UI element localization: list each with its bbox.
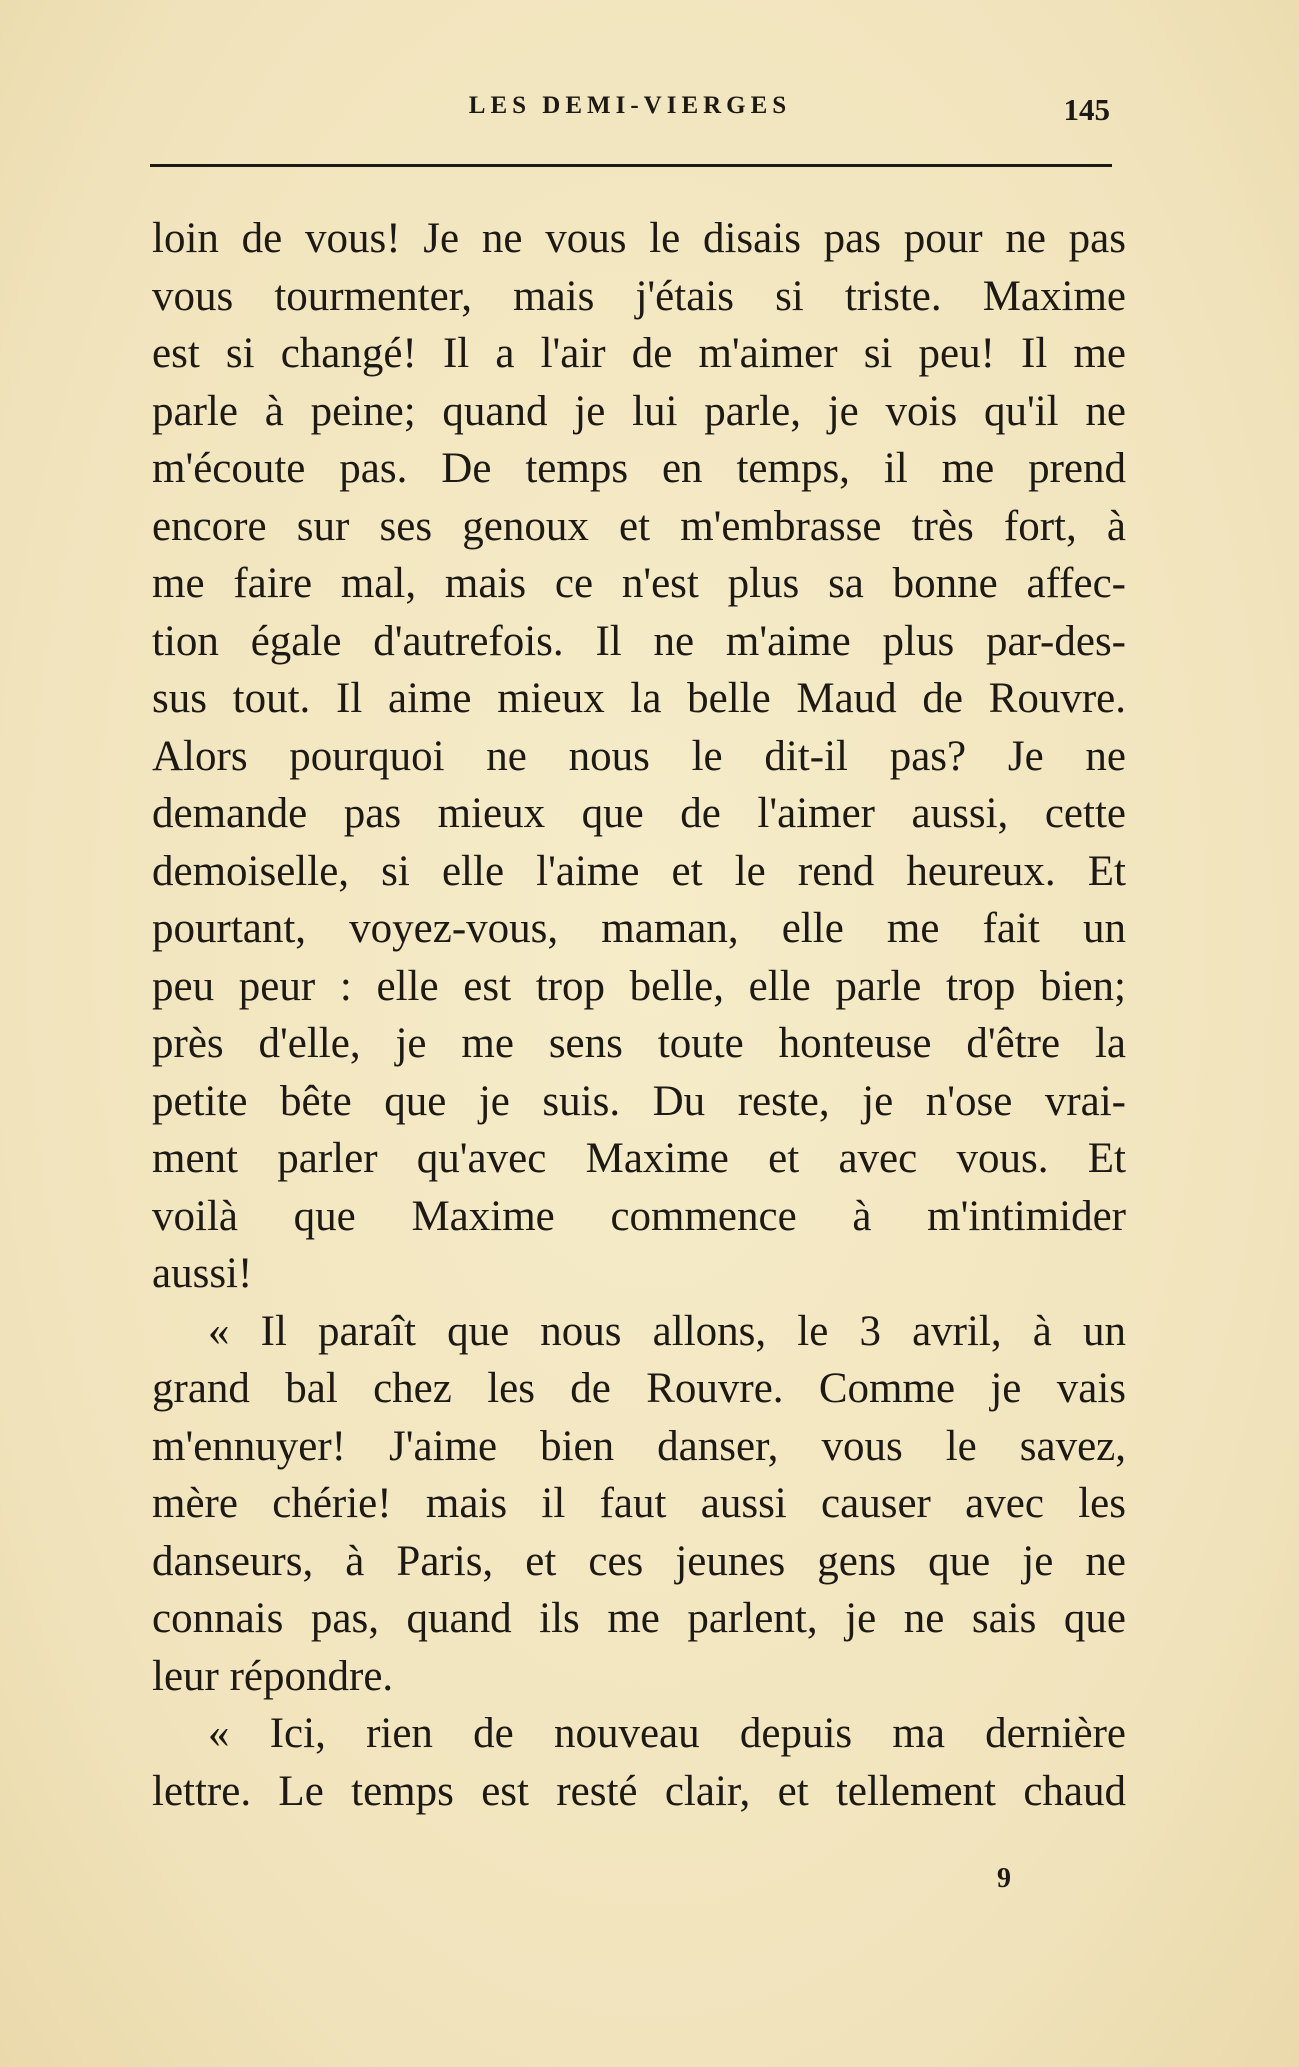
text-line: ment parler qu'avec Maxime et avec vous. Et	[152, 1135, 1126, 1182]
text-line: lettre. Le temps est resté clair, et tellement chaud	[152, 1767, 1126, 1815]
text-line: aussi!	[152, 1250, 253, 1297]
text-line: vous tourmenter, mais j'étais si triste. Maxime	[152, 272, 1126, 320]
page-header	[150, 92, 1110, 132]
text-line: demoiselle, si elle l'aime et le rend heureux. Et	[152, 847, 1126, 895]
text-line: danseurs, à Paris, et ces jeunes gens que je ne	[152, 1537, 1126, 1585]
text-line: sus tout. Il aime mieux la belle Maud de Rouvre.	[152, 675, 1126, 722]
page-number: 145	[1063, 92, 1110, 127]
text-line: loin de vous! Je ne vous le disais pas pour ne pas	[152, 215, 1126, 262]
running-title: LES DEMI-VIERGES	[468, 92, 792, 119]
text-line: « Il paraît que nous allons, le 3 avril, à un	[208, 1307, 1126, 1355]
text-line: demande pas mieux que de l'aimer aussi, cette	[152, 790, 1126, 837]
text-line: parle à peine; quand je lui parle, je vois qu'il ne	[152, 387, 1126, 435]
signature-mark: 9	[997, 1863, 1011, 1894]
text-line: mère chérie! mais il faut aussi causer avec les	[152, 1480, 1126, 1527]
text-line: m'ennuyer! J'aime bien danser, vous le savez,	[152, 1422, 1126, 1470]
text-line: encore sur ses genoux et m'embrasse très fort, à	[152, 502, 1126, 550]
body-text	[152, 210, 1126, 1820]
header-rule	[150, 164, 1112, 167]
text-line: grand bal chez les de Rouvre. Comme je vais	[152, 1365, 1126, 1412]
text-line: Alors pourquoi ne nous le dit-il pas? Je ne	[152, 732, 1126, 780]
text-line: tion égale d'autrefois. Il ne m'aime plus par-des-	[152, 617, 1126, 665]
text-line: connais pas, quand ils me parlent, je ne sais que	[152, 1595, 1126, 1642]
text-line: me faire mal, mais ce n'est plus sa bonne affec-	[152, 560, 1126, 607]
text-line: près d'elle, je me sens toute honteuse d'être la	[152, 1020, 1126, 1067]
text-line: est si changé! Il a l'air de m'aimer si peu! Il me	[152, 330, 1126, 377]
text-line: voilà que Maxime commence à m'intimider	[152, 1192, 1126, 1240]
text-line: pourtant, voyez-vous, maman, elle me fait un	[152, 905, 1126, 952]
text-line: peu peur : elle est trop belle, elle parle trop bien;	[152, 962, 1126, 1010]
text-line: leur répondre.	[152, 1652, 394, 1700]
text-line: « Ici, rien de nouveau depuis ma dernière	[208, 1710, 1126, 1757]
text-line: m'écoute pas. De temps en temps, il me prend	[152, 445, 1126, 492]
text-line: petite bête que je suis. Du reste, je n'ose vrai-	[152, 1077, 1126, 1125]
